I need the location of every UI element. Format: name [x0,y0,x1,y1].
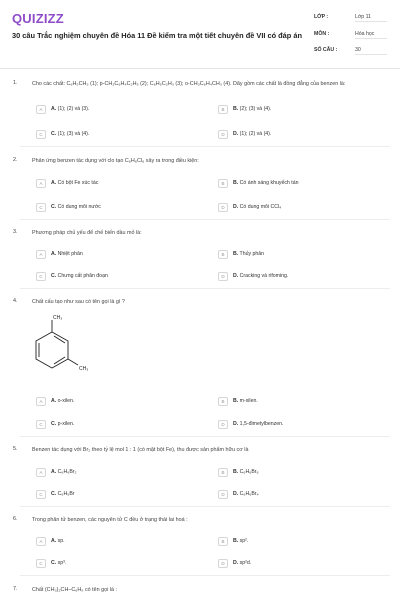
option-key: B. [233,251,239,257]
option-key: B. [233,106,239,112]
option-letter-box: A [36,250,46,259]
option-text: Có bột Fe xúc tác [57,180,99,186]
option-text: (1); (2) và (4). [239,131,272,137]
question-number: 2. [13,157,18,163]
question-text: Benzen tác dụng với Br₂ theo tỷ lệ mol 1 : 1 (có mặt bột Fe), thu được sản phẩm hữu cơ là [32,447,249,453]
option-key: B. [233,538,239,544]
question-number: 1. [13,80,18,86]
option-letter-box: C [36,203,46,212]
option-letter-box: B [218,397,228,406]
question-text: Cho các chất: C₆H₅CH₃ (1); p-CH₃C₆H₄C₂H₅ (2); C₆H₅C₂H₃ (3); o-CH₃C₆H₄CH₃ (4). Dãy gồm các chất là đồng đẳng của benzen là: [32,81,346,87]
option-text: sp. [57,538,65,544]
option-letter-box: B [218,537,228,546]
option-letter-box: D [218,420,228,429]
option-text: sp³. [57,560,67,566]
question-number: 5. [13,446,18,452]
question-divider [20,146,390,147]
option-text: (1); (3) và (4). [57,131,90,137]
option-letter-box: B [218,250,228,259]
question-divider [20,219,390,220]
option-key: A. [51,106,57,112]
option-key: D. [233,131,239,137]
option-text: sp²d. [239,560,252,566]
methyl-top-label: CH₃ [53,315,63,321]
question-number: 4. [13,298,18,304]
option-text: sp². [239,538,249,544]
option-text: p-xilen. [57,421,75,427]
option-key: B. [233,398,239,404]
option-letter-box: A [36,537,46,546]
option-key: D. [233,560,239,566]
option-text: 1,5-đimetylbenzen. [239,421,284,427]
meta-label-subject: MÔN : [314,31,330,37]
option-letter-box: A [36,468,46,477]
option-text: (2); (3) và (4). [239,106,272,112]
question-divider [20,575,390,576]
worksheet-title: 30 câu Trắc nghiệm chuyên đề Hóa 11 Đề kiểm tra một tiết chuyên đề VII có đáp án [12,31,302,40]
option-letter-box: A [36,105,46,114]
option-text: m-xilen. [239,398,258,404]
option-letter-box: B [218,179,228,188]
question-divider [20,436,390,437]
option-key: B. [233,180,239,186]
worksheet-header [0,0,400,62]
option-key: A. [51,251,57,257]
option-key: A. [51,469,57,475]
question-text: Chất cấu tạo như sau có tên gọi là gì ? [32,299,125,305]
option-text: o-xilen. [57,398,75,404]
option-letter-box: B [218,105,228,114]
option-key: C. [51,273,57,279]
option-letter-box: D [218,272,228,281]
m-xylene-structure-figure [28,310,108,386]
option-text: Có dung môi CCl₄ [239,204,282,210]
option-text: C₆H₆Br₄ [239,491,259,497]
question-number: 3. [13,229,18,235]
option-text: (1); (2) và (3). [57,106,90,112]
meta-value-count: 30 [355,47,387,55]
option-text: Nhiệt phân [57,251,83,257]
option-text: Có ánh sáng khuyếch tán [239,180,299,186]
header-divider [0,68,400,69]
option-letter-box: D [218,490,228,499]
option-key: D. [233,204,239,210]
option-letter-box: B [218,468,228,477]
question-text: Phương pháp chủ yếu để chế biến dầu mỏ là: [32,230,142,236]
question-text: Phản ứng benzen tác dụng với clo tạo C₆H₆Cl₆ xảy ra trong điều kiện: [32,158,199,164]
question-number: 6. [13,516,18,522]
option-key: C. [51,204,57,210]
option-letter-box: C [36,559,46,568]
option-key: A. [51,538,57,544]
option-key: D. [233,491,239,497]
option-letter-box: C [36,272,46,281]
option-letter-box: A [36,397,46,406]
question-text: Trong phân tử benzen, các nguyên tử C đều ở trạng thái lai hoá : [32,517,188,523]
question-divider [20,288,390,289]
option-key: C. [51,491,57,497]
question-number: 7. [13,586,18,592]
option-key: C. [51,131,57,137]
option-letter-box: C [36,420,46,429]
option-key: A. [51,180,57,186]
option-text: C₆H₆Br₂ [57,469,77,475]
option-letter-box: D [218,203,228,212]
option-letter-box: C [36,130,46,139]
option-text: C₆H₅Br [57,491,75,497]
option-key: D. [233,273,239,279]
option-key: C. [51,421,57,427]
option-letter-box: A [36,179,46,188]
quizizz-logo: QUIZIZZ [12,11,64,26]
meta-value-subject: Hóa học [355,31,387,39]
question-divider [20,506,390,507]
meta-label-count: SỐ CÂU : [314,47,338,53]
meta-value-class: Lớp 11 [355,14,387,22]
meta-label-class: LỚP : [314,14,329,20]
option-text: C₆H₆Br₆ [239,469,259,475]
option-key: B. [233,469,239,475]
option-text: Thủy phân [239,251,265,257]
option-key: C. [51,560,57,566]
option-letter-box: D [218,130,228,139]
option-letter-box: C [36,490,46,499]
option-text: Chưng cất phân đoạn [57,273,108,279]
option-text: Có dung môi nước [57,204,101,210]
option-key: A. [51,398,57,404]
question-text: Chất (CH₃)₂CH–C₆H₅ có tên gọi là : [32,587,118,593]
option-letter-box: D [218,559,228,568]
option-key: D. [233,421,239,427]
option-text: Cracking và rifoming. [239,273,289,279]
methyl-bottom-label: CH₃ [79,366,89,372]
